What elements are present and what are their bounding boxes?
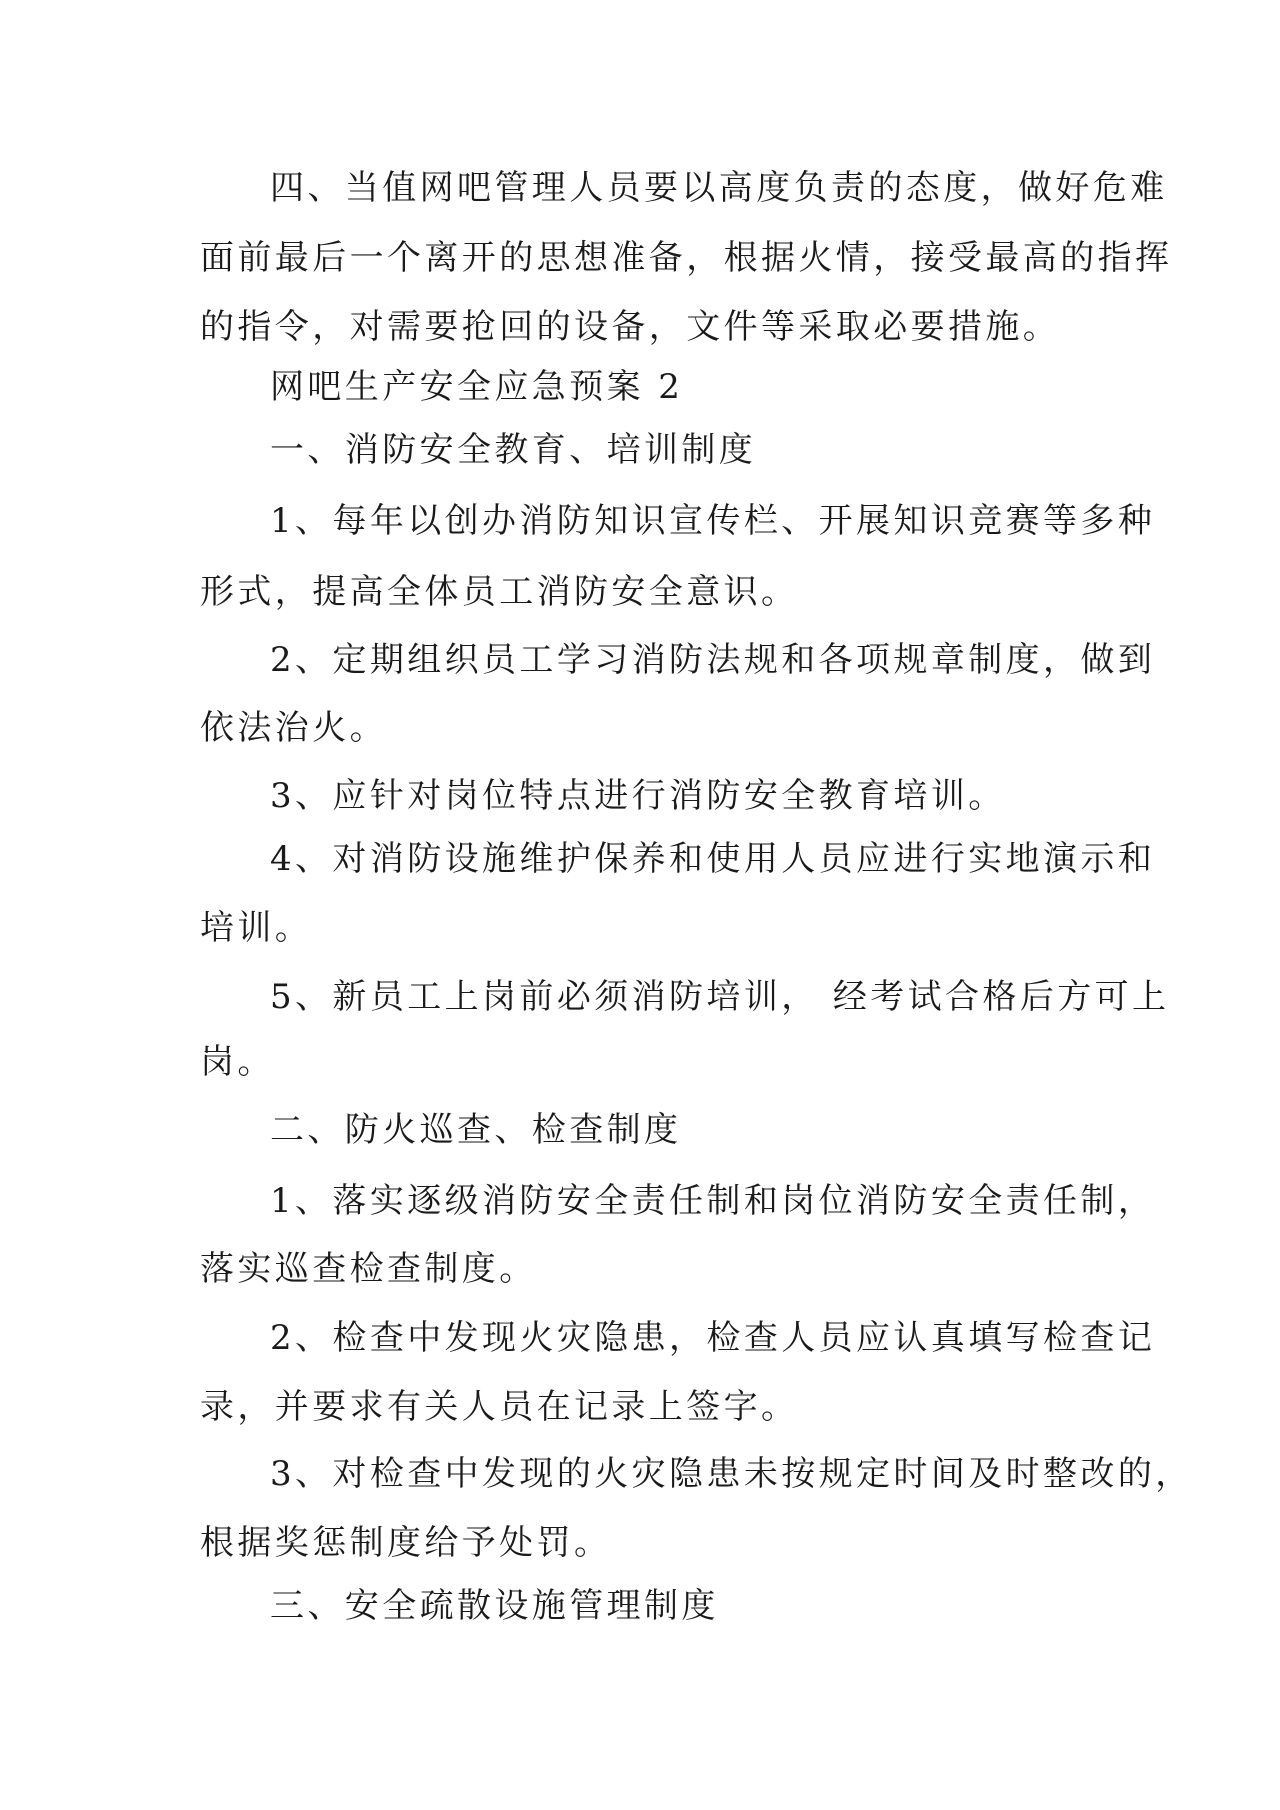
paragraph-line: 培训。 — [200, 908, 313, 948]
paragraph-line: 根据奖惩制度给予处罚。 — [200, 1523, 612, 1563]
paragraph-line: 2、检查中发现火灾隐患，检查人员应认真填写检查记 — [270, 1318, 1156, 1358]
section-heading: 二、防火巡查、检查制度 — [270, 1110, 682, 1150]
paragraph-line: 4、对消防设施维护保养和使用人员应进行实地演示和 — [270, 839, 1156, 879]
paragraph-line: 的指令，对需要抢回的设备，文件等采取必要措施。 — [200, 307, 1061, 347]
paragraph-line: 3、应针对岗位特点进行消防安全教育培训。 — [270, 776, 1006, 816]
section-heading: 一、消防安全教育、培训制度 — [270, 430, 757, 470]
paragraph-line: 录，并要求有关人员在记录上签字。 — [200, 1387, 799, 1427]
paragraph-line: 面前最后一个离开的思想准备，根据火情，接受最高的指挥 — [200, 238, 1173, 278]
section-title: 网吧生产安全应急预案 2 — [270, 367, 684, 407]
paragraph-line: 落实巡查检查制度。 — [200, 1249, 537, 1289]
section-heading: 三、安全疏散设施管理制度 — [270, 1586, 719, 1626]
paragraph-line: 四、当值网吧管理人员要以高度负责的态度，做好危难 — [270, 168, 1168, 208]
paragraph-line: 岗。 — [200, 1042, 275, 1082]
paragraph-line: 2、定期组织员工学习消防法规和各项规章制度，做到 — [270, 640, 1156, 680]
paragraph-line: 5、新员工上岗前必须消防培训， 经考试合格后方可上 — [270, 977, 1170, 1017]
paragraph-line: 依法治火。 — [200, 708, 387, 748]
paragraph-line: 1、每年以创办消防知识宣传栏、开展知识竞赛等多种 — [270, 501, 1156, 541]
paragraph-line: 形式，提高全体员工消防安全意识。 — [200, 572, 799, 612]
paragraph-line: 1、落实逐级消防安全责任制和岗位消防安全责任制， — [270, 1181, 1156, 1221]
paragraph-line: 3、对检查中发现的火灾隐患未按规定时间及时整改的， — [270, 1454, 1193, 1494]
